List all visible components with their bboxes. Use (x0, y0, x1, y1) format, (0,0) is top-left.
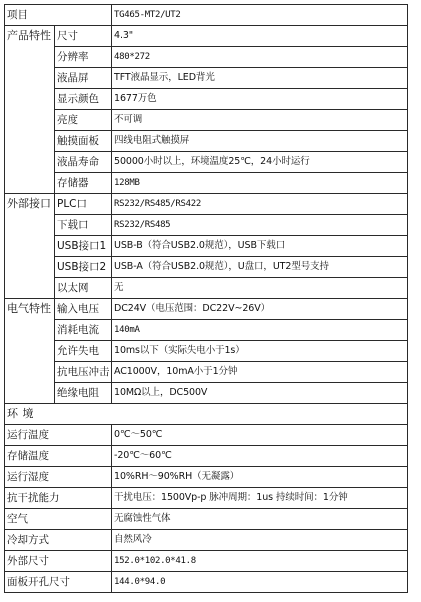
row-value: 无腐蚀性气体 (112, 509, 408, 530)
row-value: RS232/RS485/RS422 (112, 194, 408, 215)
row-label: 抗电压冲击 (55, 362, 112, 383)
table-row (5, 530, 408, 551)
row-value: 10MΩ以上，DC500V (112, 383, 408, 404)
table-row (5, 278, 408, 299)
row-value: 480*272 (112, 47, 408, 68)
table-row (5, 299, 408, 320)
row-label: 允许失电 (55, 341, 112, 362)
table-row (5, 362, 408, 383)
row-value: 10%RH～90%RH（无凝露） (112, 467, 408, 488)
table-row (5, 551, 408, 572)
row-value: 152.0*102.0*41.8 (112, 551, 408, 572)
table-row (5, 194, 408, 215)
row-value: 50000小时以上，环境温度25℃，24小时运行 (112, 152, 408, 173)
row-value: 不可调 (112, 110, 408, 131)
table-row (5, 26, 408, 47)
table-row (5, 215, 408, 236)
table-row-header (5, 5, 408, 26)
row-label: 外部尺寸 (5, 551, 112, 572)
row-label: 绝缘电阻 (55, 383, 112, 404)
table-row (5, 488, 408, 509)
table-row (5, 446, 408, 467)
table-row (5, 572, 408, 593)
row-label: 液晶寿命 (55, 152, 112, 173)
row-label: 存储温度 (5, 446, 112, 467)
row-label: 空气 (5, 509, 112, 530)
row-value: 0℃～50℃ (112, 425, 408, 446)
table-row (5, 152, 408, 173)
table-row (5, 68, 408, 89)
spec-table (4, 4, 408, 593)
row-label: 运行温度 (5, 425, 112, 446)
category-ports: 外部接口 (5, 194, 55, 299)
category-electrical: 电气特性 (5, 299, 55, 404)
row-label: 运行湿度 (5, 467, 112, 488)
row-value: AC1000V，10mA小于1分钟 (112, 362, 408, 383)
table-row (5, 110, 408, 131)
table-row (5, 467, 408, 488)
table-row-section (5, 404, 408, 425)
row-value: 10ms以下（实际失电小于1s） (112, 341, 408, 362)
row-label: USB接口2 (55, 257, 112, 278)
header-label: 项目 (5, 5, 112, 26)
row-value: USB-B（符合USB2.0规范），USB下载口 (112, 236, 408, 257)
table-row (5, 383, 408, 404)
table-row (5, 47, 408, 68)
row-label: 输入电压 (55, 299, 112, 320)
row-value: 4.3" (112, 26, 408, 47)
category-product: 产品特性 (5, 26, 55, 194)
row-value: 干扰电压：1500Vp-p 脉冲周期：1us 持续时间：1分钟 (112, 488, 408, 509)
row-label: 下载口 (55, 215, 112, 236)
row-value: DC24V（电压范围：DC22V~26V） (112, 299, 408, 320)
row-label: USB接口1 (55, 236, 112, 257)
row-value: 128MB (112, 173, 408, 194)
table-row (5, 341, 408, 362)
section-title-environment: 环 境 (5, 404, 408, 425)
row-label: 液晶屏 (55, 68, 112, 89)
row-label: 显示颜色 (55, 89, 112, 110)
row-label: 尺寸 (55, 26, 112, 47)
row-value: 无 (112, 278, 408, 299)
table-row (5, 425, 408, 446)
row-value: 四线电阻式触摸屏 (112, 131, 408, 152)
row-value: 144.0*94.0 (112, 572, 408, 593)
table-row (5, 320, 408, 341)
row-value: 140mA (112, 320, 408, 341)
table-row (5, 173, 408, 194)
table-row (5, 257, 408, 278)
row-value: TFT液晶显示，LED背光 (112, 68, 408, 89)
table-row (5, 131, 408, 152)
row-label: 以太网 (55, 278, 112, 299)
row-label: 存储器 (55, 173, 112, 194)
row-value: 自然风冷 (112, 530, 408, 551)
table-row (5, 509, 408, 530)
row-value: -20℃～60℃ (112, 446, 408, 467)
row-label: 抗干扰能力 (5, 488, 112, 509)
row-label: 分辨率 (55, 47, 112, 68)
row-label: 触摸面板 (55, 131, 112, 152)
table-row (5, 89, 408, 110)
model-name: TG465-MT2/UT2 (112, 5, 408, 26)
row-label: PLC口 (55, 194, 112, 215)
row-label: 冷却方式 (5, 530, 112, 551)
row-value: USB-A（符合USB2.0规范），U盘口，UT2型号支持 (112, 257, 408, 278)
table-row (5, 236, 408, 257)
row-value: 1677万色 (112, 89, 408, 110)
row-label: 面板开孔尺寸 (5, 572, 112, 593)
row-value: RS232/RS485 (112, 215, 408, 236)
row-label: 亮度 (55, 110, 112, 131)
row-label: 消耗电流 (55, 320, 112, 341)
